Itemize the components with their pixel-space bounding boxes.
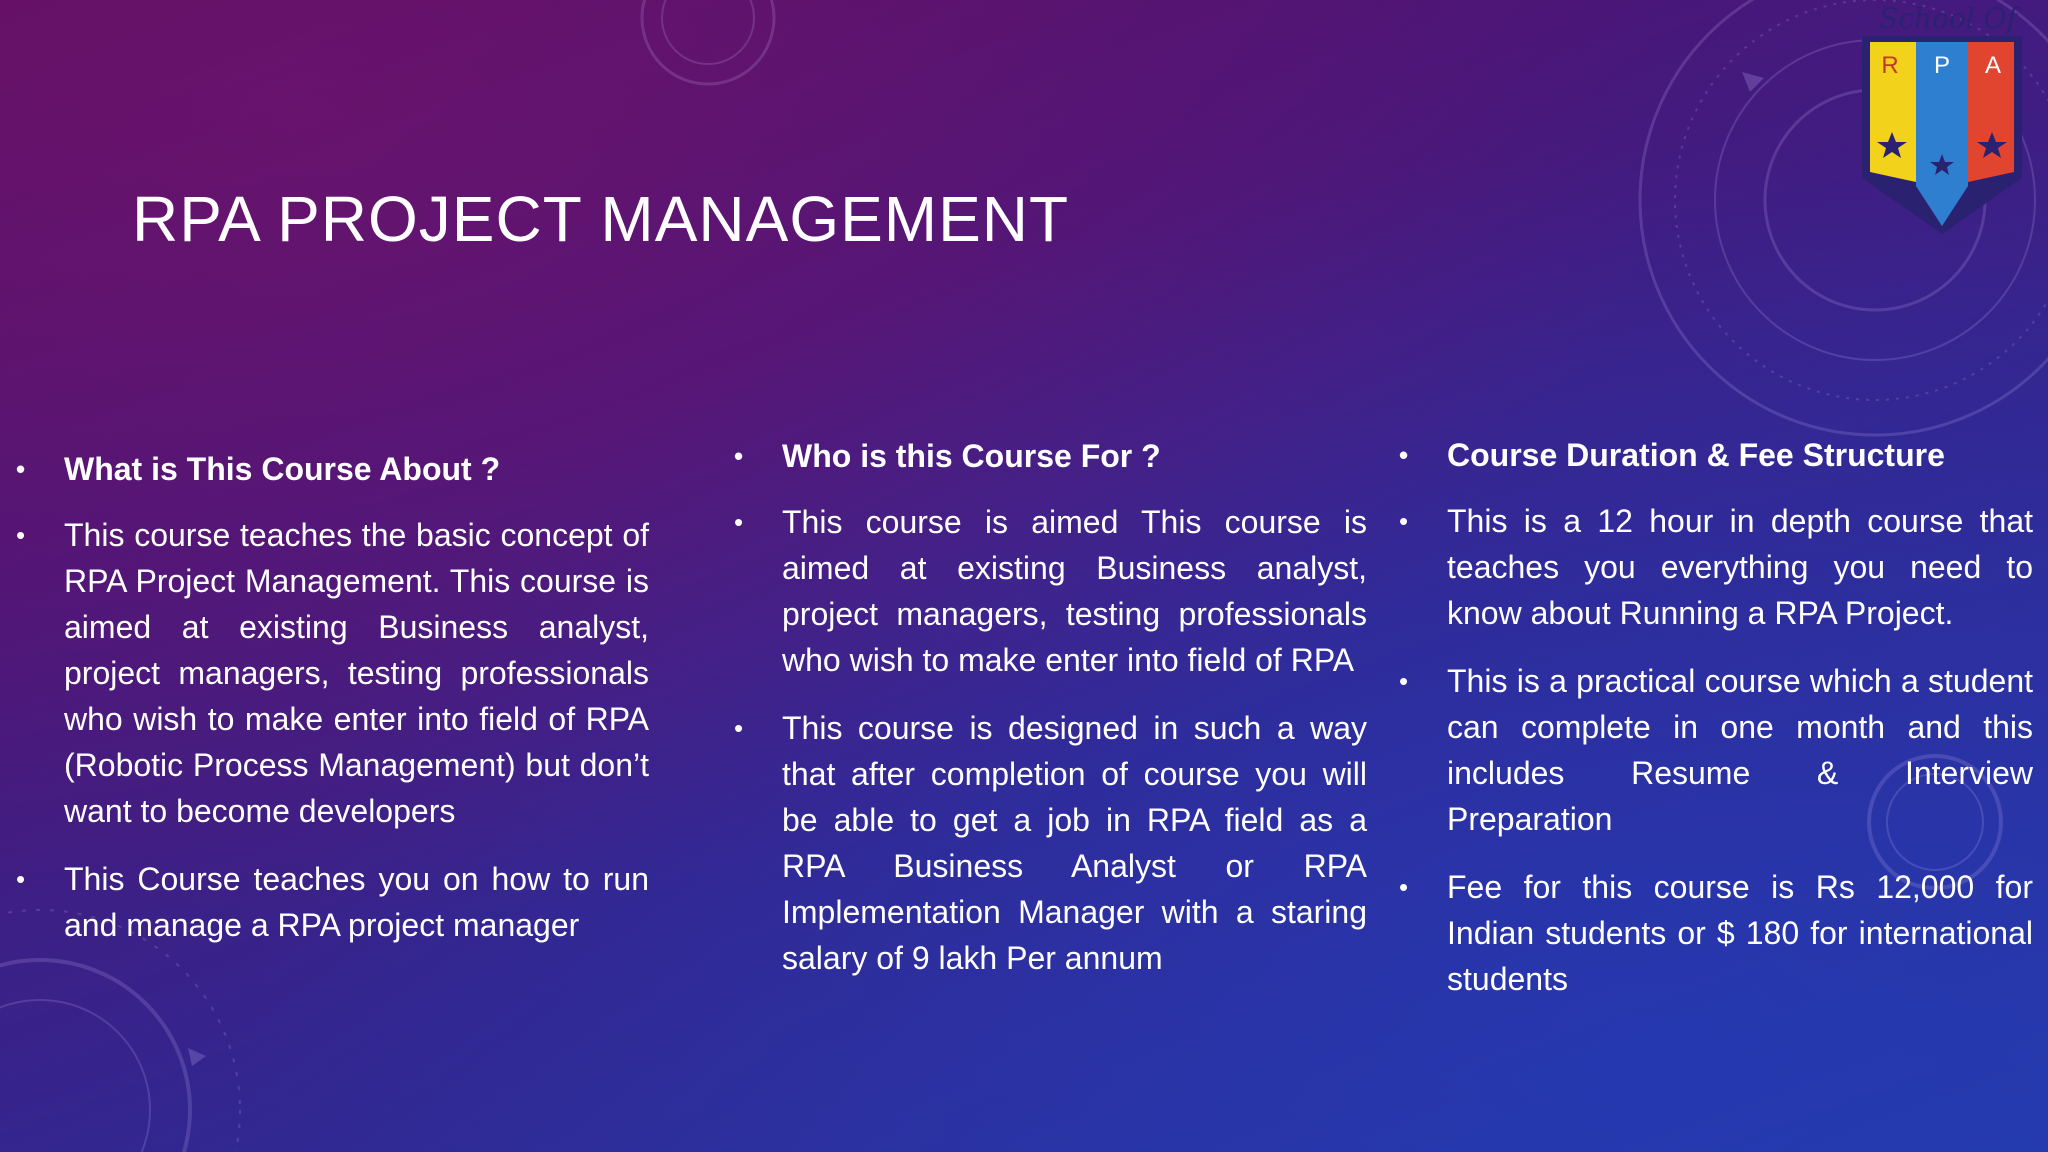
bullet-text: What is This Course About ? bbox=[64, 451, 501, 487]
logo-script-text: School Of bbox=[1879, 2, 2017, 35]
bullet-list bbox=[1399, 432, 2033, 1002]
bullet-icon: • bbox=[734, 441, 744, 471]
school-of-rpa-logo bbox=[1858, 0, 2026, 240]
logo-letter-a: A bbox=[1984, 52, 2001, 79]
bullet-heading bbox=[734, 433, 1367, 479]
bullet-icon: • bbox=[734, 507, 744, 537]
bullet-text: Course Duration & Fee Structure bbox=[1447, 437, 1945, 473]
bullet-text: This Course teaches you on how to run and manage a RPA project manager bbox=[64, 861, 649, 943]
bullet-icon: • bbox=[1399, 506, 1409, 536]
column-course-about bbox=[16, 446, 649, 970]
bullet-text: This course is aimed This course is aimed at existing Business analyst, project managers, testing professionals who wish to make enter into field of RPA bbox=[782, 504, 1367, 678]
bullet-item bbox=[734, 705, 1367, 981]
bullet-icon: • bbox=[1399, 872, 1409, 902]
bullet-item bbox=[1399, 498, 2033, 636]
column-duration-fee bbox=[1399, 432, 2033, 1024]
bullet-text: This course is designed in such a way that after completion of course you will be able to get a job in RPA field as a RPA Business Analyst or RPA Implementation Manager with a staring salary of 9 lakh Per annum bbox=[782, 710, 1367, 976]
bullet-icon: • bbox=[1399, 666, 1409, 696]
bullet-icon: • bbox=[1399, 440, 1409, 470]
bullet-item bbox=[16, 856, 649, 948]
bullet-item bbox=[16, 512, 649, 834]
bullet-heading bbox=[16, 446, 649, 492]
bullet-text: This is a practical course which a student can complete in one month and this includes Resume & Interview Preparation bbox=[1447, 663, 2033, 837]
bullet-icon: • bbox=[16, 454, 26, 484]
slide-title: RPA PROJECT MANAGEMENT bbox=[132, 183, 1070, 255]
logo-letter-p: P bbox=[1933, 52, 1950, 79]
bullet-item bbox=[1399, 864, 2033, 1002]
bullet-icon: • bbox=[16, 520, 26, 550]
bullet-text: This is a 12 hour in depth course that teaches you everything you need to know about Running a RPA Project. bbox=[1447, 503, 2033, 631]
column-course-audience bbox=[734, 433, 1367, 1003]
bullet-text: Who is this Course For ? bbox=[782, 438, 1161, 474]
logo-letter-r: R bbox=[1881, 52, 1899, 79]
logo-shield-icon bbox=[1858, 0, 2026, 240]
bullet-list bbox=[734, 433, 1367, 981]
bullet-icon: • bbox=[734, 713, 744, 743]
bullet-text: Fee for this course is Rs 12,000 for Indian students or $ 180 for international students bbox=[1447, 869, 2033, 997]
bullet-item bbox=[734, 499, 1367, 683]
bullet-list bbox=[16, 446, 649, 948]
bullet-icon: • bbox=[16, 864, 26, 894]
bullet-heading bbox=[1399, 432, 2033, 478]
bullet-item bbox=[1399, 658, 2033, 842]
bullet-text: This course teaches the basic concept of RPA Project Management. This course is aimed at existing Business analyst, project managers, testing professionals who wish to make enter into field of RPA (Robotic Process Management) but don’t want to become developers bbox=[64, 517, 649, 829]
